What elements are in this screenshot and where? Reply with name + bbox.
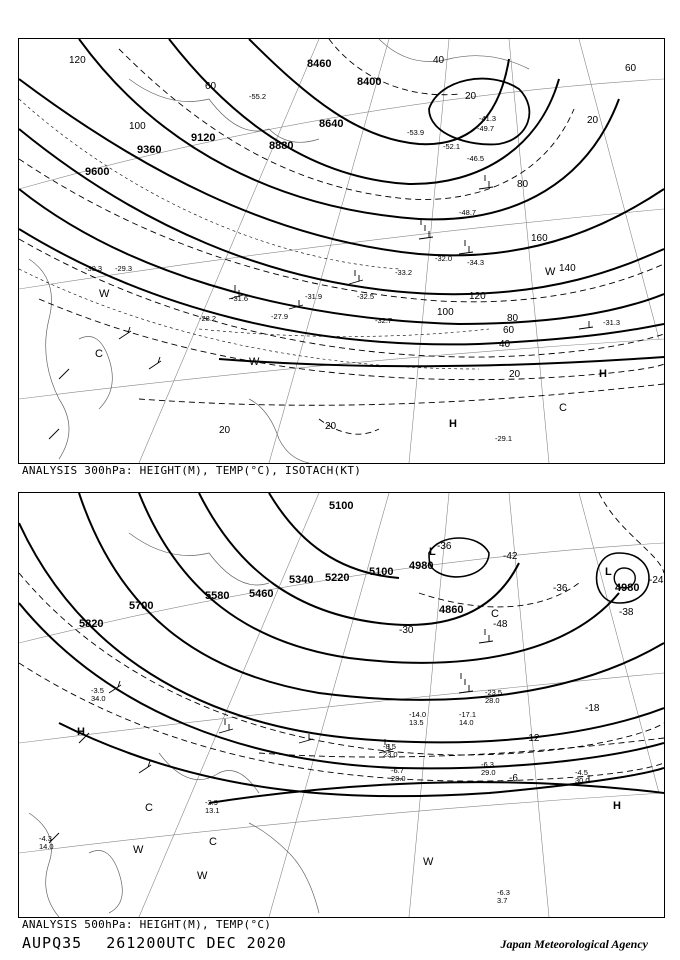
temp-label: -33.2: [395, 268, 413, 277]
warm-marker: W: [249, 356, 260, 368]
temp-label: -34.3: [467, 258, 485, 267]
cold-marker: C: [95, 348, 103, 360]
graticule: [19, 39, 664, 463]
isotach-label: 20: [219, 425, 231, 436]
coastlines: [29, 39, 529, 463]
isotach-label: 60: [503, 325, 515, 336]
bottom-panel-caption: ANALYSIS 500hPa: HEIGHT(M), TEMP(°C): [22, 918, 272, 931]
temp-label: -36: [553, 583, 568, 594]
temp-label: -36: [437, 541, 452, 552]
temp-label: -49.7: [477, 124, 495, 133]
warm-marker: W: [197, 870, 208, 882]
isotach-label: 60: [625, 63, 637, 74]
temp-label: -29.3: [115, 264, 133, 273]
cold-marker: C: [209, 836, 217, 848]
height-label: 5340: [289, 574, 314, 586]
map-300hpa-canvas: [19, 39, 664, 463]
temp-label: -30.3: [85, 264, 103, 273]
isotach-label: 20: [465, 91, 477, 102]
warm-marker: W: [99, 288, 110, 300]
station-value: -8.5: [383, 742, 396, 751]
temp-label: -12: [525, 733, 540, 744]
isotach-label: 80: [517, 179, 529, 190]
temp-label: -38: [619, 607, 634, 618]
isotach-labels: [69, 55, 637, 436]
height-label: 9600: [85, 166, 110, 178]
temp-label: -53.9: [407, 128, 425, 137]
temp-label: -29.1: [495, 434, 513, 443]
isotach-label: 40: [433, 55, 445, 66]
high-marker: H: [449, 418, 457, 430]
height-label: 9360: [137, 144, 162, 156]
temp-label: -48.7: [459, 208, 477, 217]
temp-label: -52.1: [443, 142, 461, 151]
temp-label: -28.2: [199, 314, 217, 323]
station-value: -4.5: [575, 768, 588, 777]
map-300hpa: [18, 38, 665, 464]
low-marker: L: [429, 546, 436, 558]
temp-label: -32.5: [357, 292, 375, 301]
low-marker: L: [605, 566, 612, 578]
temp-label: -30: [399, 625, 414, 636]
height-label: 5100: [329, 500, 354, 512]
high-marker: H: [599, 368, 607, 380]
graticule: [19, 493, 664, 917]
chart-footer: [22, 934, 301, 952]
isotach-label: 40: [499, 339, 511, 350]
warm-marker: W: [423, 856, 434, 868]
wind-barbs: [49, 175, 593, 439]
temp-label: -24: [649, 575, 664, 586]
isotach-label: 100: [437, 307, 454, 318]
top-panel-caption: ANALYSIS 300hPa: HEIGHT(M), TEMP(°C), ISOTACH(KT): [22, 464, 362, 477]
station-value: 34.0: [91, 694, 106, 703]
height-label: 8400: [357, 76, 382, 88]
isotach-label: 20: [587, 115, 599, 126]
station-value: 14.0: [39, 842, 54, 851]
station-value: -3.5: [91, 686, 104, 695]
height-label: 5100: [369, 566, 394, 578]
valid-time: 261200UTC DEC 2020: [106, 934, 287, 952]
height-label: 4980: [409, 560, 434, 572]
height-label: 5460: [249, 588, 274, 600]
warm-marker: W: [133, 844, 144, 856]
station-value: 28.0: [391, 774, 406, 783]
temp-label: -31.3: [603, 318, 621, 327]
isotach-label: 160: [531, 233, 548, 244]
warm-marker: W: [545, 266, 556, 278]
temp-label: -31.9: [305, 292, 323, 301]
temp-label: -31.6: [231, 294, 249, 303]
isotherms: [19, 99, 489, 369]
cold-marker: C: [145, 802, 153, 814]
station-value: -14.0: [409, 710, 427, 719]
height-label: 8880: [269, 140, 294, 152]
temp-label: -18: [585, 703, 600, 714]
height-label: 4860: [439, 604, 464, 616]
station-value: -6.3: [481, 760, 494, 769]
station-value: 30.0: [575, 776, 590, 785]
agency-name: Japan Meteorological Agency: [500, 937, 648, 951]
isotach-label: 20: [325, 421, 337, 432]
station-value: 13.5: [409, 718, 424, 727]
temp-label: -42: [503, 551, 518, 562]
isotach-label: 100: [129, 121, 146, 132]
isotach-label: 140: [559, 263, 576, 274]
height-label: 8640: [319, 118, 344, 130]
station-value: 29.0: [481, 768, 496, 777]
cold-marker: C: [491, 608, 499, 620]
temp-label: -32.7: [375, 316, 393, 325]
height-label: 5220: [325, 572, 350, 584]
station-value: -3.9: [205, 798, 218, 807]
pressure-systems: [77, 546, 621, 882]
high-marker: H: [77, 726, 85, 738]
height-label: 9120: [191, 132, 216, 144]
height-label: 8460: [307, 58, 332, 70]
height-label: 5820: [79, 618, 104, 630]
station-value: -23.5: [485, 688, 503, 697]
temp-label: -48: [493, 619, 508, 630]
chart-code: AUPQ35: [22, 934, 83, 952]
map-500hpa: [18, 492, 665, 918]
station-value: 28.0: [485, 696, 500, 705]
temp-label: -46.5: [467, 154, 485, 163]
height-contours: [19, 39, 664, 366]
station-value: -4.3: [39, 834, 52, 843]
station-value: -17.1: [459, 710, 477, 719]
isotach-label: 120: [69, 55, 86, 66]
cold-marker: C: [559, 402, 567, 414]
station-value: 13.1: [205, 806, 220, 815]
isotach-label: 20: [509, 369, 521, 380]
station-value: -6.7: [391, 766, 404, 775]
temp-label: -55.2: [249, 92, 267, 101]
station-value: 23.0: [383, 750, 398, 759]
isotach-label: 120: [469, 291, 486, 302]
height-label: 5700: [129, 600, 154, 612]
high-marker: H: [613, 800, 621, 812]
isotach-label: 80: [507, 313, 519, 324]
station-value: 3.7: [497, 896, 508, 905]
station-values: [39, 686, 590, 905]
height-label: 4980: [615, 582, 640, 594]
temp-label: -41.3: [479, 114, 497, 123]
temp-label: -6: [509, 773, 518, 784]
map-500hpa-canvas: [19, 493, 664, 917]
height-labels: [79, 500, 639, 630]
station-value: 14.0: [459, 718, 474, 727]
temp-label: -27.9: [271, 312, 289, 321]
temp-label: -32.0: [435, 254, 453, 263]
isotach-label: 60: [205, 81, 217, 92]
height-label: 5580: [205, 590, 230, 602]
station-value: -6.3: [497, 888, 510, 897]
